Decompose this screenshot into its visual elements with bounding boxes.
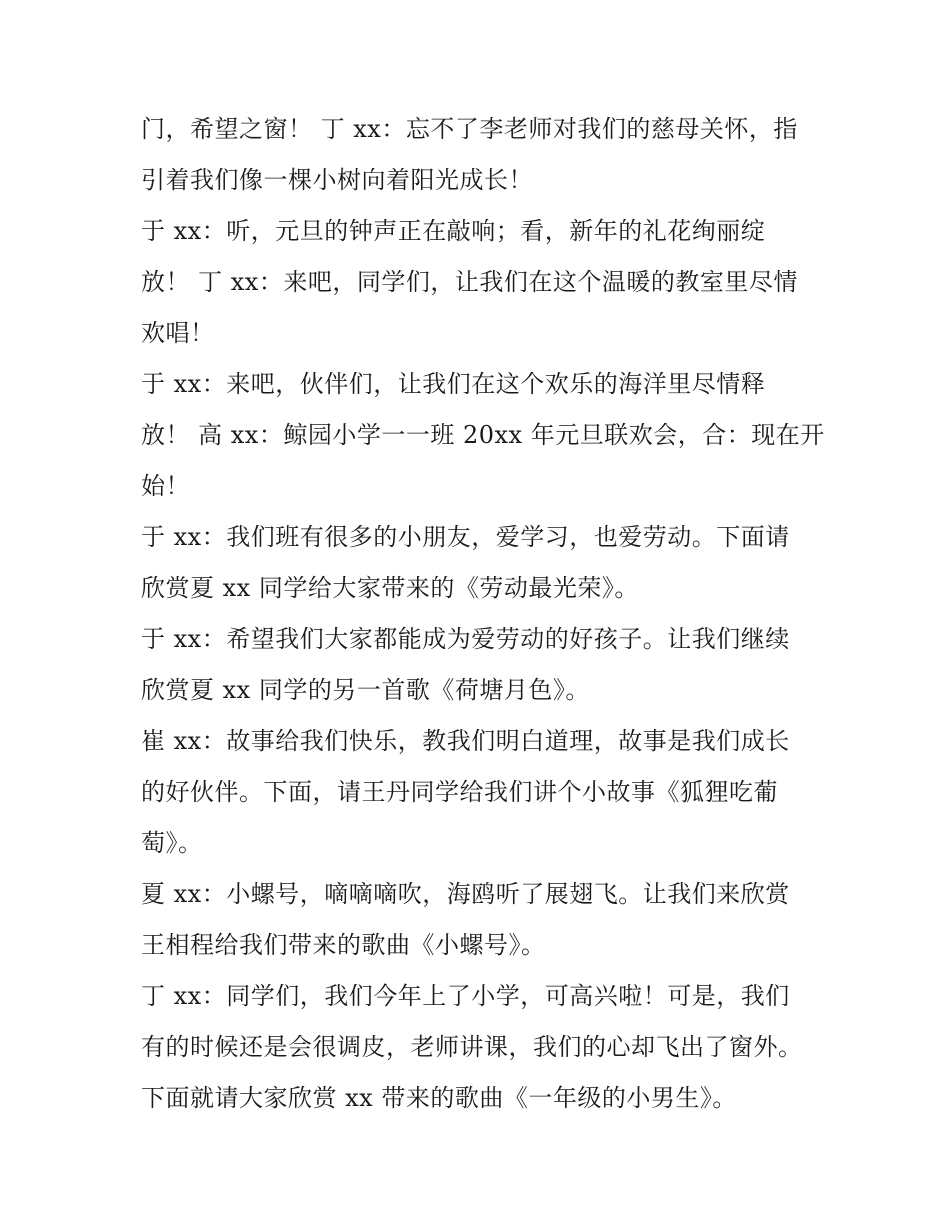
- text-line: 引着我们像一棵小树向着阳光成长！: [141, 166, 533, 194]
- text-line: 有的时候还是会很调皮，老师讲课，我们的心却飞出了窗外。: [141, 1033, 803, 1061]
- document-body: [141, 104, 825, 1124]
- text-line: 放！ 高 xx：鲸园小学一一班 20xx 年元旦联欢会，合：现在开: [141, 421, 825, 449]
- text-line: 始！: [141, 472, 190, 500]
- text-line: 欣赏夏 xx 同学给大家带来的《劳动最光荣》。: [141, 574, 639, 602]
- text-line: 下面就请大家欣赏 xx 带来的歌曲《一年级的小男生》。: [141, 1084, 737, 1112]
- text-line: 王相程给我们带来的歌曲《小螺号》。: [141, 931, 546, 959]
- text-line: 门，希望之窗！ 丁 xx：忘不了李老师对我们的慈母关怀，指: [141, 115, 798, 143]
- text-line: 于 xx：希望我们大家都能成为爱劳动的好孩子。让我们继续: [141, 625, 790, 653]
- text-line: 欣赏夏 xx 同学的另一首歌《荷塘月色》。: [141, 676, 590, 704]
- text-line: 丁 xx：同学们，我们今年上了小学，可高兴啦！可是，我们: [141, 982, 790, 1010]
- text-line: 于 xx：听，元旦的钟声正在敲响；看，新年的礼花绚丽绽: [141, 217, 766, 245]
- text-line: 的好伙伴。下面，请王丹同学给我们讲个小故事《狐狸吃葡: [141, 778, 778, 806]
- text-line: 崔 xx：故事给我们快乐，教我们明白道理，故事是我们成长: [141, 727, 790, 755]
- text-line: 夏 xx：小螺号，嘀嘀嘀吹，海鸥听了展翅飞。让我们来欣赏: [141, 880, 790, 908]
- text-line: 放！ 丁 xx：来吧，同学们，让我们在这个温暖的教室里尽情: [141, 268, 798, 296]
- text-line: 于 xx：我们班有很多的小朋友，爱学习，也爱劳动。下面请: [141, 523, 790, 551]
- text-line: 于 xx：来吧，伙伴们，让我们在这个欢乐的海洋里尽情释: [141, 370, 766, 398]
- text-line: 欢唱！: [141, 319, 215, 347]
- text-line: 萄》。: [141, 829, 203, 857]
